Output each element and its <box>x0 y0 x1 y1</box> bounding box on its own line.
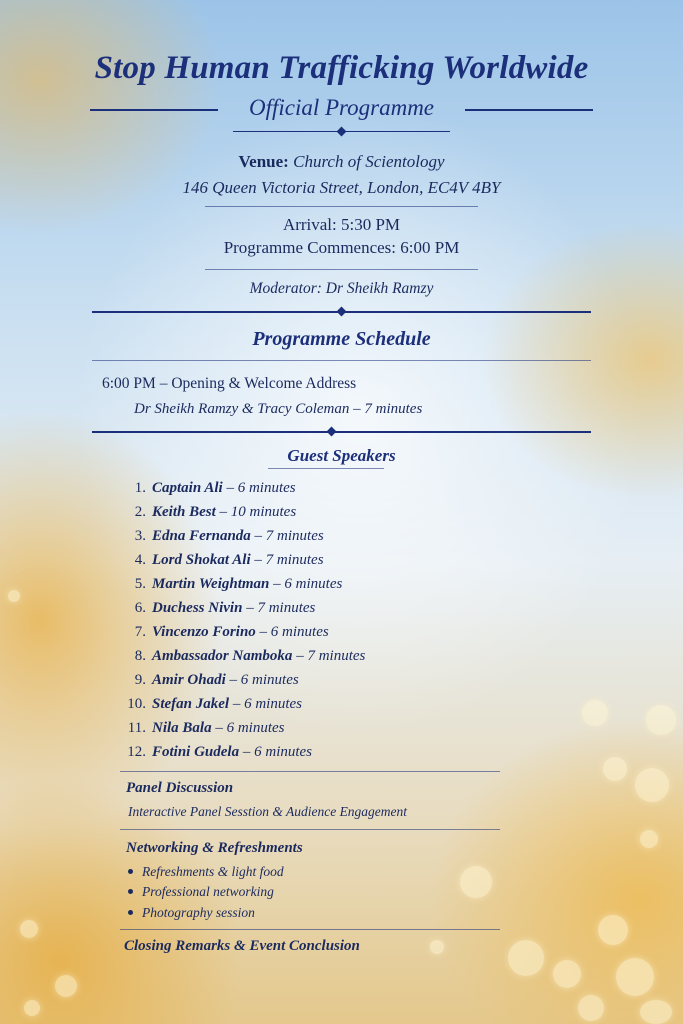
speaker-number: 1. <box>134 480 146 496</box>
section-divider <box>92 431 591 433</box>
divider <box>120 829 500 830</box>
speaker-name: Stefan Jakel <box>152 696 230 712</box>
speaker-duration: – 6 minutes <box>239 744 313 760</box>
venue-name: Church of Scientology <box>293 152 445 171</box>
speaker-number: 9. <box>134 672 146 688</box>
speaker-item <box>124 600 315 617</box>
opening-address: 6:00 PM – Opening & Welcome Address <box>102 375 357 392</box>
speaker-duration: – 7 minutes <box>250 552 324 568</box>
networking-item <box>128 884 274 900</box>
ornament-diamond-icon <box>327 427 337 437</box>
ornament-diamond-icon <box>337 307 347 317</box>
speaker-item <box>124 480 296 497</box>
speaker-number: 10. <box>127 696 146 712</box>
speaker-name: Vincenzo Forino <box>152 624 256 640</box>
speaker-item <box>124 504 296 521</box>
schedule-heading: Programme Schedule <box>252 328 431 350</box>
networking-item <box>128 905 255 921</box>
moderator: Moderator: Dr Sheikh Ramzy <box>249 280 434 297</box>
speaker-item <box>124 528 324 545</box>
speaker-number: 4. <box>134 552 146 568</box>
divider <box>205 206 478 207</box>
speaker-duration: – 7 minutes <box>250 528 324 544</box>
speaker-name: Martin Weightman <box>152 576 270 592</box>
speaker-duration: – 10 minutes <box>215 504 297 520</box>
speaker-duration: – 7 minutes <box>242 600 316 616</box>
speaker-item <box>124 744 312 761</box>
speaker-name: Amir Ohadi <box>152 672 226 688</box>
speaker-name: Lord Shokat Ali <box>152 552 251 568</box>
speaker-duration: – 6 minutes <box>222 480 296 496</box>
speaker-number: 5. <box>134 576 146 592</box>
commence-time: Programme Commences: 6:00 PM <box>223 238 460 257</box>
speaker-number: 2. <box>134 504 146 520</box>
networking-item-label: Professional networking <box>142 884 274 899</box>
divider <box>92 360 591 361</box>
speaker-duration: – 6 minutes <box>229 696 303 712</box>
page-subtitle: Official Programme <box>248 95 435 120</box>
bullet-icon <box>128 869 133 874</box>
divider <box>120 929 500 930</box>
networking-heading: Networking & Refreshments <box>126 840 303 856</box>
speaker-duration: – 6 minutes <box>225 672 299 688</box>
opening-speakers: Dr Sheikh Ramzy & Tracy Coleman – 7 minutes <box>134 401 423 417</box>
speaker-item <box>124 720 285 737</box>
speaker-name: Captain Ali <box>152 480 223 496</box>
speaker-duration: – 7 minutes <box>292 648 366 664</box>
speaker-number: 7. <box>134 624 146 640</box>
venue-label: Venue: <box>238 152 289 171</box>
speaker-name: Ambassador Namboka <box>152 648 293 664</box>
ornament-diamond-icon <box>337 127 347 137</box>
speaker-name: Edna Fernanda <box>152 528 251 544</box>
speaker-duration: – 6 minutes <box>255 624 329 640</box>
subtitle-row <box>90 95 593 125</box>
page-title: Stop Human Trafficking Worldwide <box>94 50 589 86</box>
networking-item-label: Photography session <box>142 905 255 920</box>
divider <box>120 771 500 772</box>
speaker-duration: – 6 minutes <box>269 576 343 592</box>
speaker-number: 8. <box>134 648 146 664</box>
networking-item-label: Refreshments & light food <box>142 864 284 879</box>
bullet-icon <box>128 910 133 915</box>
arrival-time: Arrival: 5:30 PM <box>282 215 401 234</box>
closing-remarks: Closing Remarks & Event Conclusion <box>124 938 360 954</box>
speaker-number: 11. <box>127 720 146 736</box>
speaker-number: 6. <box>134 600 146 616</box>
divider <box>205 269 478 270</box>
networking-item <box>128 864 284 880</box>
panel-heading: Panel Discussion <box>126 780 234 796</box>
speaker-item <box>124 672 299 689</box>
speaker-item <box>124 648 365 665</box>
speaker-duration: – 6 minutes <box>211 720 285 736</box>
speaker-name: Fotini Gudela <box>152 744 240 760</box>
speaker-name: Keith Best <box>152 504 216 520</box>
speaker-number: 3. <box>134 528 146 544</box>
speaker-item <box>124 552 324 569</box>
speaker-name: Duchess Nivin <box>152 600 243 616</box>
panel-description: Interactive Panel Sesstion & Audience Engagement <box>128 804 408 819</box>
venue-address: 146 Queen Victoria Street, London, EC4V 4BY <box>182 178 501 197</box>
guest-speakers-heading: Guest Speakers <box>287 446 396 465</box>
speaker-item <box>124 624 329 641</box>
venue-line <box>0 152 683 172</box>
speaker-item <box>124 696 302 713</box>
speaker-number: 12. <box>127 744 146 760</box>
bullet-icon <box>128 889 133 894</box>
heading-underline <box>268 468 384 469</box>
speaker-name: Nila Bala <box>152 720 212 736</box>
speaker-item <box>124 576 342 593</box>
